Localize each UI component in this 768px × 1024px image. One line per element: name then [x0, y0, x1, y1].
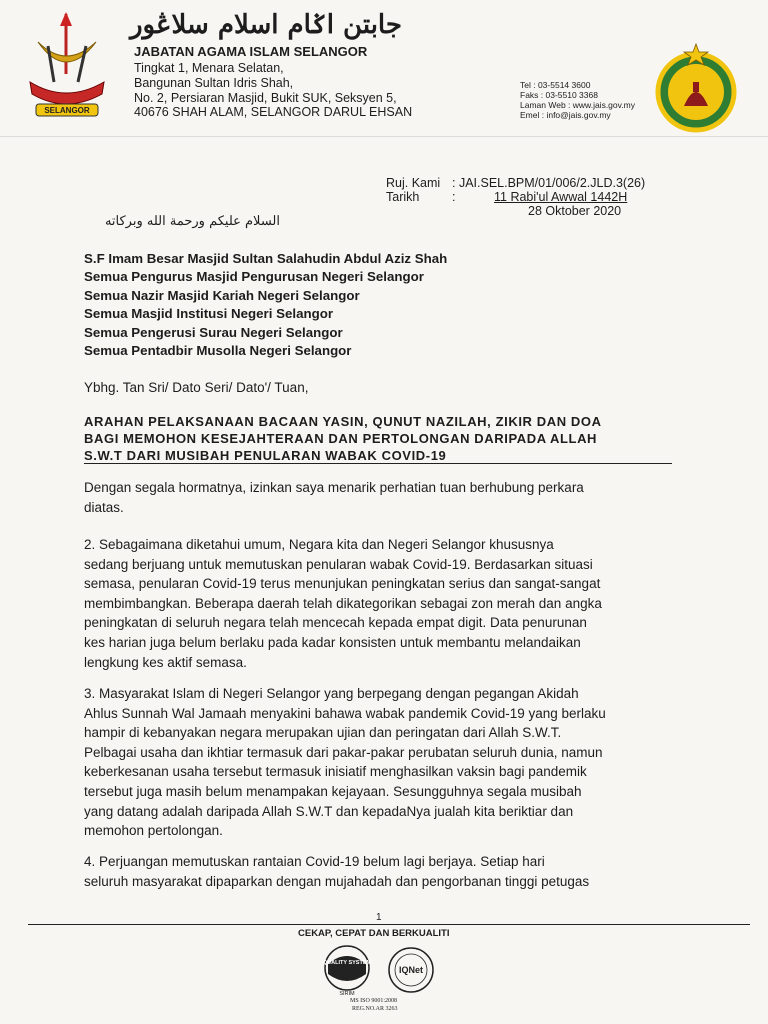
- iqnet-text: IQNet: [398, 965, 424, 975]
- recipient-line: Semua Pentadbir Musolla Negeri Selangor: [84, 343, 352, 358]
- address-line: 40676 SHAH ALAM, SELANGOR DARUL EHSAN: [134, 105, 413, 119]
- paragraph-2: [84, 535, 674, 672]
- contact-website: Laman Web : www.jais.gov.my: [520, 100, 635, 110]
- header-divider: [0, 136, 768, 137]
- paragraph-4: [84, 852, 674, 891]
- hijri-date: 11 Rabi'ul Awwal 1442H: [494, 190, 628, 204]
- recipient-line: S.F Imam Besar Masjid Sultan Salahudin Abdul Aziz Shah: [84, 251, 448, 266]
- sirim-text: SIRIM: [339, 991, 355, 996]
- body-line: 2. Sebagaimana diketahui umum, Negara kita dan Negeri Selangor khususnya: [84, 537, 554, 552]
- department-name: JABATAN AGAMA ISLAM SELANGOR: [134, 44, 368, 59]
- body-line: yang datang adalah daripada Allah S.W.T dan kepadaNya jualah kita beriktiar dan: [84, 803, 574, 819]
- recipient-line: Semua Nazir Masjid Kariah Negeri Selangor: [84, 288, 360, 303]
- ref-label: Ruj. Kami: [386, 176, 441, 190]
- body-line: hampir di kebanyakan negara merupakan ujian dan peringatan dari Allah S.W.T.: [84, 725, 562, 741]
- subject-line: S.W.T DARI MUSIBAH PENULARAN WABAK COVID-19: [84, 448, 447, 463]
- body-line: Ahlus Sunnah Wal Jamaah menyakini bahawa wabak pandemik Covid-19 yang berlaku: [84, 705, 606, 721]
- ref-number: : JAI.SEL.BPM/01/006/2.JLD.3(26): [452, 176, 646, 190]
- body-line: keberkesanan usaha tersebut termasuk inisiatif menghasilkan vaksin bagi pandemik: [84, 764, 587, 780]
- gregorian-date: 28 Oktober 2020: [528, 204, 622, 218]
- date-colon: :: [452, 190, 456, 204]
- body-line: seluruh masyarakat dipaparkan dengan mujahadah dan pengorbanan tinggi petugas: [84, 873, 590, 889]
- iqnet-badge: [384, 944, 438, 996]
- reg-no-line: REG.NO.AR 3263: [352, 1006, 398, 1012]
- islamic-greeting: السلام عليكم ورحمة الله وبركاته: [104, 214, 280, 229]
- address-line: Bangunan Sultan Idris Shah,: [134, 76, 294, 90]
- body-line: Pelbagai usaha dan ikhtiar termasuk dari pakar-pakar perubatan seluruh dunia, namun: [84, 744, 603, 760]
- body-line: diatas.: [84, 499, 124, 515]
- body-line: 4. Perjuangan memutuskan rantaian Covid-19 belum lagi berjaya. Setiap hari: [84, 854, 545, 869]
- quality-system-badge: [320, 944, 374, 996]
- body-line: semasa, penularan Covid-19 terus menunjukan peningkatan serius dan sangat-sangat: [84, 576, 601, 592]
- quality-badge-text: QUALITY SYSTEM: [322, 960, 372, 966]
- iso-cert-line: MS ISO 9001:2008: [350, 998, 398, 1004]
- footer-divider: [28, 924, 750, 925]
- recipient-line: Semua Masjid Institusi Negeri Selangor: [84, 306, 334, 321]
- body-line: membimbangkan. Beberapa daerah telah dikategorikan sebagai zon merah dan angka: [84, 595, 602, 611]
- body-line: tersebut juga masih belum menampakan kejayaan. Sesungguhnya segala musibah: [84, 783, 582, 799]
- footer-motto: CEKAP, CEPAT DAN BERKUALITI: [298, 928, 450, 939]
- body-line: memohon pertolongan.: [84, 823, 223, 839]
- body-line: lengkung kes aktif semasa.: [84, 654, 247, 670]
- salutation: Ybhg. Tan Sri/ Dato Seri/ Dato'/ Tuan,: [84, 380, 309, 395]
- paragraph-intro: [84, 478, 674, 517]
- body-line: 3. Masyarakat Islam di Negeri Selangor yang berpegang dengan pegangan Akidah: [84, 686, 579, 701]
- contact-fax: Faks : 03-5510 3368: [520, 90, 598, 100]
- recipient-line: Semua Pengurus Masjid Pengurusan Negeri Selangor: [84, 269, 424, 284]
- address-line: No. 2, Persiaran Masjid, Bukit SUK, Seksyen 5,: [134, 91, 397, 105]
- body-line: Dengan segala hormatnya, izinkan saya menarik perhatian tuan berhubung perkara: [84, 480, 584, 495]
- recipient-line: Semua Pengerusi Surau Negeri Selangor: [84, 325, 343, 340]
- contact-email: Emel : info@jais.gov.my: [520, 110, 611, 120]
- subject-line: BAGI MEMOHON KESEJAHTERAAN DAN PERTOLONGAN DARIPADA ALLAH: [84, 431, 598, 446]
- subject-underline: [84, 463, 672, 464]
- paragraph-3: [84, 684, 674, 841]
- body-line: kes harian juga belum berlaku pada kadar konsisten untuk membantu melandaikan: [84, 634, 581, 650]
- department-arabic-title: جابتن اݢام اسلام سلاڠور: [130, 10, 402, 40]
- body-line: sedang berjuang untuk memutuskan penularan wabak Covid-19. Berdasarkan situasi: [84, 556, 593, 572]
- contact-phone: Tel : 03-5514 3600: [520, 80, 591, 90]
- address-line: Tingkat 1, Menara Selatan,: [134, 61, 284, 75]
- body-line: peningkatan di seluruh negara telah mencecah kepada empat digit. Data penurunan: [84, 615, 587, 631]
- jais-emblem-logo: [644, 42, 744, 136]
- page-number: 1: [376, 912, 382, 923]
- svg-text:SELANGOR: SELANGOR: [44, 106, 90, 115]
- subject-line: ARAHAN PELAKSANAAN BACAAN YASIN, QUNUT NAZILAH, ZIKIR DAN DOA: [84, 414, 602, 429]
- date-label: Tarikh: [386, 190, 420, 204]
- selangor-crest-logo: [18, 12, 118, 122]
